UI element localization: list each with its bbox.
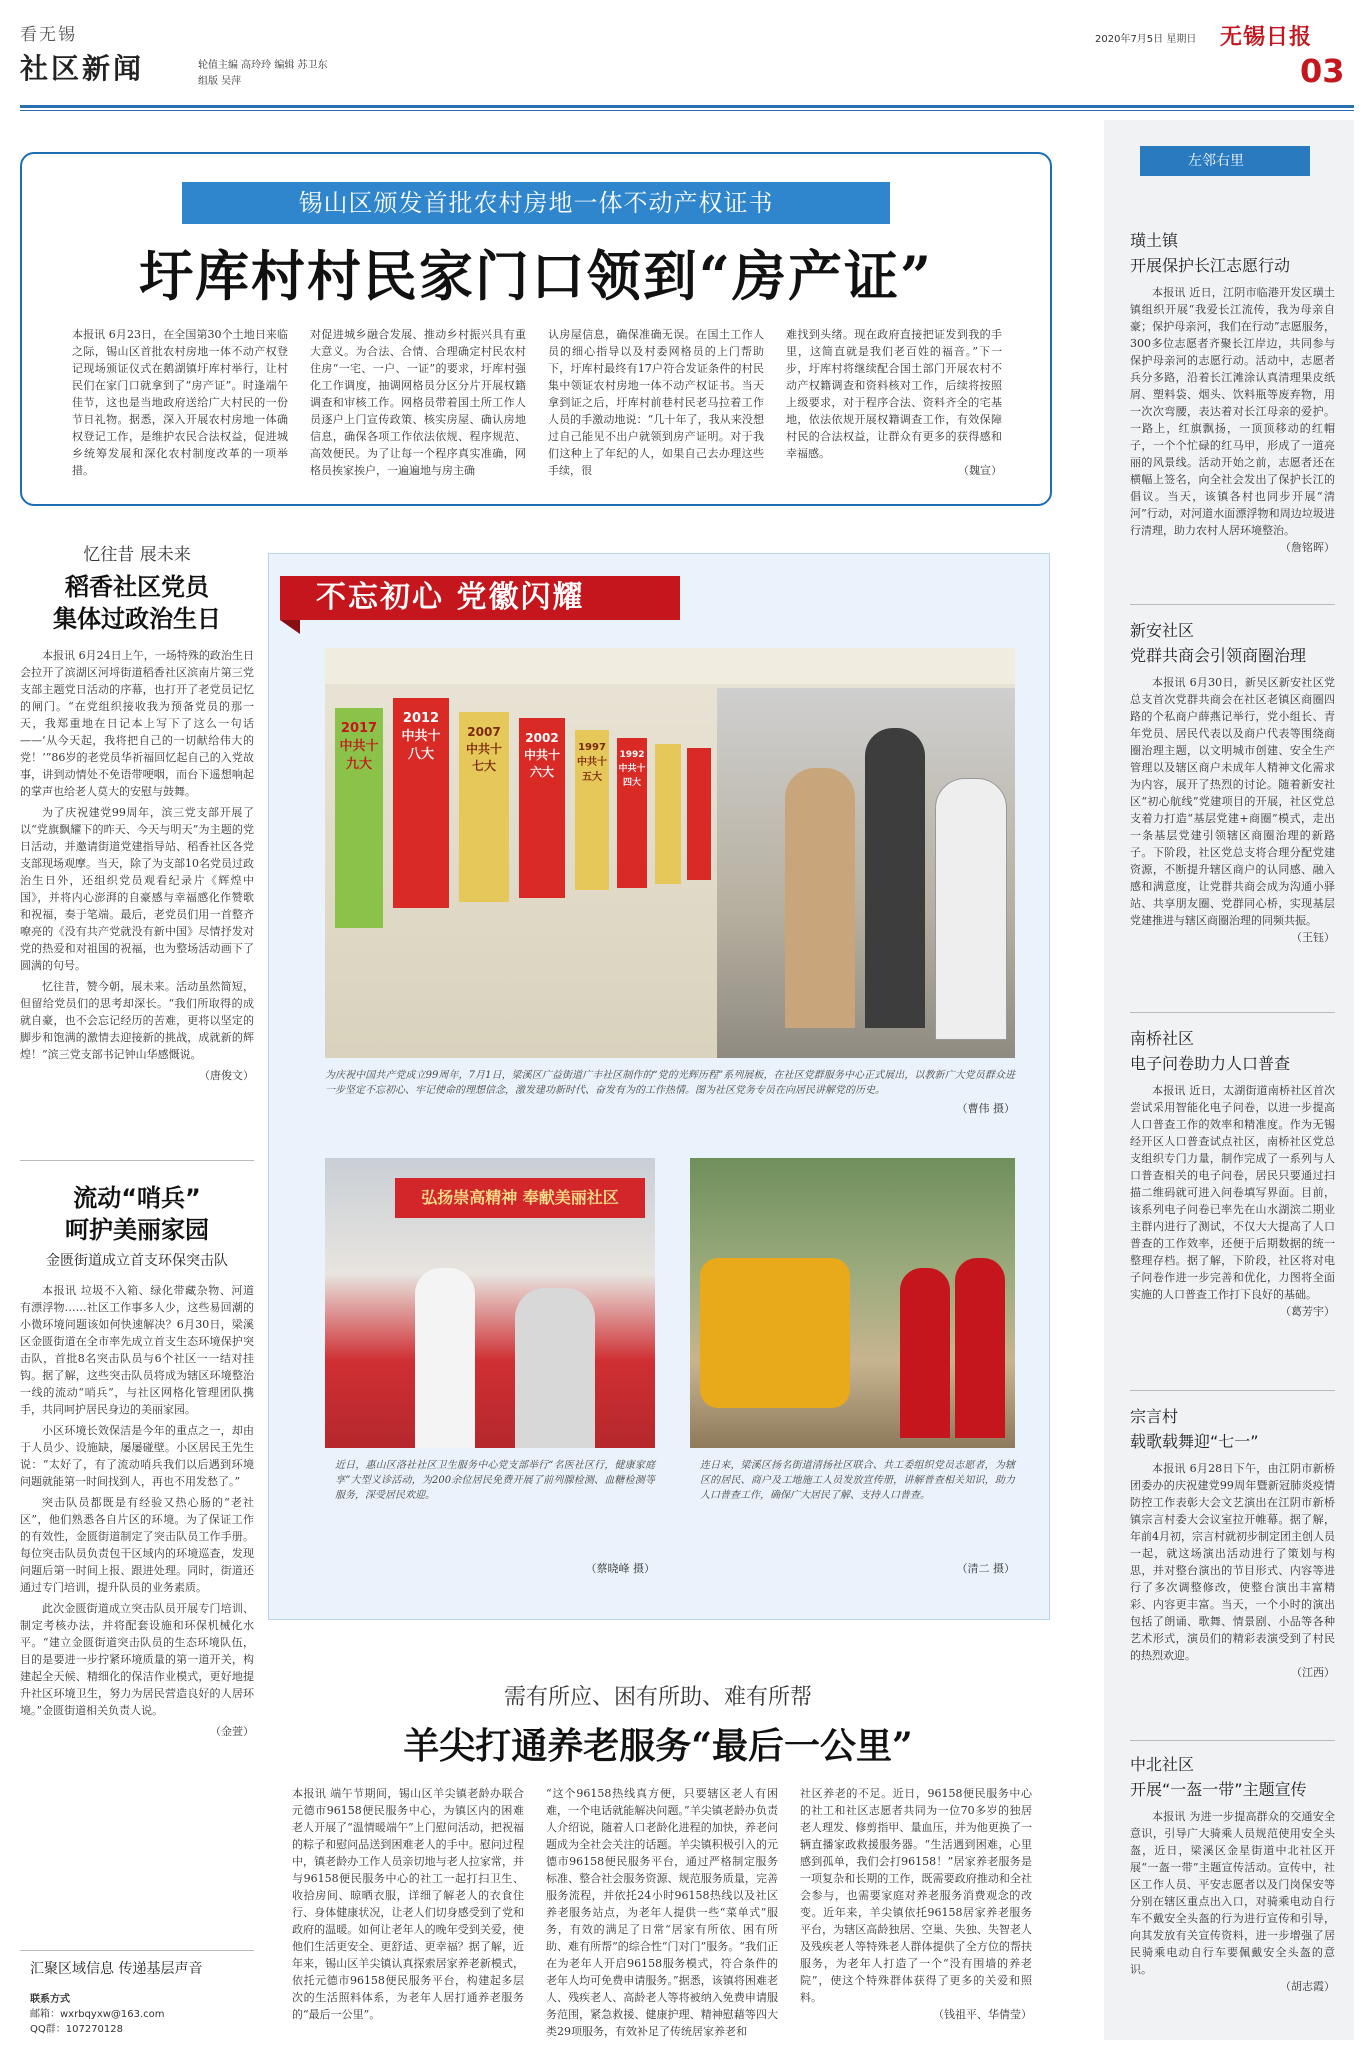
top-story-column: 本报讯 6月23日，在全国第30个土地日来临之际，锡山区首批农村房地一体不动产权登记现场颁证仪式在鹅湖镇圩库村举行，让村民们在家门口就拿到了“房产证”。时逢端午佳节，这也是当地政府送给广大村民的一份节日礼物。据悉，深入开展农村房地一体确权登记工作，是维护农民合法权益，促进城乡统筹发展和深化农村制度改革的一项举措。 [72, 328, 288, 477]
sidebar-tag: 左邻右里 [1140, 146, 1310, 176]
sidebar-item-place: 璜土镇 [1130, 231, 1179, 250]
display-panel [655, 744, 681, 884]
sidebar-item [1130, 1026, 1335, 1319]
sidebar-divider [1130, 604, 1335, 605]
bottom-story-kicker: 需有所应、困有所助、难有所帮 [503, 1685, 812, 1710]
contact-box [30, 1992, 165, 2037]
person-figure [865, 728, 925, 1028]
panel-label: 1992 中共十四大 [618, 750, 646, 788]
sidebar-item [1130, 618, 1335, 945]
top-story-column: 难找到头绪。现在政府直接把证发到我的手里，这简直就是我们老百姓的福音。”下一步，圩库村将继续配合国土部门开展农村不动产权籍调查和资料核对工作，后续将按照上级要求，对于程序合法、资料齐全的宅基地，依法依规开展权籍调查工作，有效保障村民的合法权益，让群众有更多的获得感和幸福感。 [786, 328, 1002, 460]
paragraph: 忆往昔，赞今朝，展未来。活动虽然简短，但留给党员们的思考却深长。“我们所取得的成就自豪，也不会忘记经历的苦难，更将以坚定的脚步和饱满的激情去迎接新的挑战，成就新的辉煌！”滨三党支部书记钟山华感慨说。 [20, 980, 254, 1061]
sidebar-item-place: 南桥社区 [1130, 1029, 1195, 1048]
photo-credit: （清二 摄） [956, 1562, 1015, 1575]
sidebar-item-headline: 开展“一盔一带”主题宣传 [1130, 1780, 1307, 1799]
header-rule-thin [20, 110, 1354, 111]
bottom-story-column: 社区养老的不足。近日，96158便民服务中心的社工和社区志愿者共同为一位70多岁的独居老人理发、修剪指甲、量血压，并为他更换了一辆直播家政救援服务器。“生活遇到困难，心里感到孤单，我们会打96158！”居家养老服务是一项复杂和长期的工作，既需要政府推动和全社会参与，也需要家庭对养老服务消费观念的改变。近年来，羊尖镇依托96158居家养老服务平台，为辖区高龄独居、空巢、失独、失智老人及残疾老人等特殊老人群体提供了全方位的帮扶服务，为老年人打造了一个“没有围墙的养老院”，使这个特殊群体获得了更多的关爱和照料。 [800, 1787, 1032, 2004]
person-figure [415, 1268, 475, 1448]
footer-divider [20, 1950, 254, 1951]
person-figure [785, 768, 855, 1028]
sidebar-item-credit: （王钰） [1291, 931, 1335, 944]
sidebar-item-body: 本报讯 近日，江阴市临港开发区璜土镇组织开展“我爱长江流传，我为母亲自豪；保护母亲河，我们在行动”志愿服务，300多位志愿者齐聚长江岸边，共同参与保护母亲河的志愿行动。活动中，志愿者兵分多路，沿着长江滩涂认真清理果皮纸屑、塑料袋、烟头、饮料瓶等废弃物，用一次次弯腰，表达着对长江母亲的爱护。一路上，红旗飘扬，一顶顶移动的红帽子，一个个忙碌的红马甲，形成了一道亮丽的风景线。活动开始之前，志愿者还在横幅上签名，向全社会发出了保护长江的倡议。当天，该镇各村也同步开展“清河”行动，对河道水面漂浮物和周边垃圾进行清理，助力农村人居环境整治。 [1130, 286, 1335, 537]
top-story-credit: （魏宣） [958, 464, 1002, 477]
photo-free-clinic [325, 1158, 655, 1448]
bottom-story-column: 本报讯 端午节期间，锡山区羊尖镇老龄办联合元德市96158便民服务中心，为镇区内的困难老人开展了“温情暖端午”上门慰问活动，把祝福的粽子和慰问品送到困难老人的手中。慰问过程中，镇老龄办工作人员亲切地与老人拉家常，并与96158便民服务中心的社工一起打扫卫生、收拾房间、晾晒衣服，详细了解老人的衣食住行、身体健康状况，让老人们切身感受到了党和政府的温暖。如何让老年人的晚年受到关爱，使他们生活更安全、更舒适、更幸福？据了解，近年来，锡山区羊尖镇认真探索居家养老新模式，依托元德市96158便民服务平台，构建起多层次的生活照料体系，为老年人居打通养老服务的“最后一公里”。 [292, 1787, 524, 2021]
feature-banner: 不忘初心 党徽闪耀 [280, 576, 680, 620]
section-title: 社区新闻 [20, 52, 145, 85]
top-story-columns [72, 326, 1002, 486]
sidebar-item [1130, 228, 1335, 555]
sidebar-item-place: 新安社区 [1130, 621, 1195, 640]
left-story-subtitle: 金匮街道成立首支环保突击队 [46, 1253, 228, 1269]
display-panel [687, 748, 711, 880]
wall-strip [325, 648, 1015, 684]
top-story-column-last [786, 326, 1002, 486]
photo-census-outreach [690, 1158, 1015, 1448]
sidebar-item-headline: 开展保护长江志愿行动 [1130, 256, 1291, 275]
sidebar-item-credit: （江西） [1291, 1666, 1335, 1679]
sidebar-divider [1130, 1390, 1335, 1391]
photo-banner: 弘扬崇高精神 奉献美丽社区 [395, 1178, 645, 1218]
panel-label: 2012 中共十八大 [401, 711, 441, 762]
left-story-title-line: 集体过政治生日 [53, 605, 221, 633]
contact-email: 邮箱：wxrbqyxw@163.com [30, 2009, 165, 2020]
page-number: 03 [1300, 52, 1345, 90]
section-header [20, 20, 144, 87]
paragraph: 此次金匮街道成立突击队员开展专门培训、制定考核办法，并将配套设施和环保机械化水平。“建立金匮街道突击队员的生态环境队伍，目的是要进一步拧紧环境质量的第一道开关，构建起全天候、精细化的保洁作业模式，更好地提升社区环境卫生，努力为居民营造良好的人居环境。”金匮街道相关负责人说。 [20, 1602, 254, 1717]
banner-fold [280, 620, 300, 634]
photo-credit: （蔡晓峰 摄） [585, 1562, 655, 1575]
top-story-kicker: 锡山区颁发首批农村房地一体不动产权证书 [182, 182, 890, 224]
header-rule [20, 105, 1354, 108]
paragraph: 本报讯 6月24日上午，一场特殊的政治生日会拉开了滨湖区河埒街道稻香社区滨南片第三党支部主题党日活动的序幕，也打开了老党员记忆的闸门。“在党组织接收我为预备党员的那一天，我郑重地在日记本上写下了这么一句话——‘从今天起，我将把自己的一切献给伟大的党！’”86岁的老党员华祈福回忆起自己的入党故事，讲到动情处不免语带哽咽，而台下遥想响起的掌声也给老人莫大的安慰与鼓舞。 [20, 649, 254, 798]
photo-caption: 连日来，梁溪区扬名街道清扬社区联合、共工委组织党员志愿者，为辖区的居民、商户及工地施工人员发放宣传册，讲解普查相关知识，助力人口普查工作，确保广大居民了解、支持人口普查。 [700, 1460, 1015, 1501]
bottom-story-column: “这个96158热线真方便，只要辖区老人有困难，一个电话就能解决问题。”羊尖镇老龄办负责人介绍说，随着人口老龄化进程的加快，养老问题成为全社会关注的话题。羊尖镇积极引入的元德市96158便民服务平台，通过严格制定服务标准、整合社会服务资源、规范服务质量，完善服务流程，并依托24小时96158热线以及社区养老服务站点，为老年人提供一些“菜单式”服务，有效的满足了日常“居家有所依、困有所助、难有所帮”的综合性“门对门”服务。“我们正在为老年人开启96158服务模式，符合条件的老年人均可免费申请服务。”据悉，该镇将困难老人、残疾老人、高龄老人等将被纳入免费申请服务范围，紧急救援、健康护理、精神慰藉等四大类29项服务，有效补足了传统居家养老和 [546, 1787, 778, 2038]
person-figure [935, 778, 1007, 1040]
issue-date: 2020年7月5日 星期日 [1095, 34, 1197, 45]
left-story-credit: （唐俊文） [199, 1069, 254, 1082]
top-story-column: 认房屋信息，确保准确无误。在国土工作人员的细心指导以及村委网格员的上门帮助下，圩库村最终有17户符合发证条件的村民集中领证农村房地一体不动产权证书。当天拿到证之后，圩库村前巷村民老马拉着工作人员的手激动地说：“几十年了，我从来没想过自己能见不出户就领到房产证明。对于我们这种上了年纪的人，如果自己去办理这些手续，很 [548, 328, 764, 477]
sidebar-item-credit: （葛芳宇） [1280, 1305, 1335, 1318]
sidebar-item-body: 本报讯 为进一步提高群众的交通安全意识，引导广大骑乘人员规范使用安全头盔，近日，梁溪区金星街道中北社区开展“一盔一带”主题宣传活动。宣传中，社区工作人员、平安志愿者以及门岗保安等分别在辖区重点出入口，对骑乘电动自行车不戴安全头盔的行为进行宣传和引导，向其发放有关宣传资料，进一步增强了居民骑乘电动自行车要佩戴安全头盔的意识。 [1130, 1810, 1335, 1976]
bottom-story-columns [292, 1785, 1032, 2040]
newspaper-logo: 无锡日报 [1220, 24, 1313, 50]
sidebar-item-place: 中北社区 [1130, 1755, 1195, 1774]
left-story-title-line: 稻香社区党员 [65, 573, 209, 601]
bottom-story-credit: （钱祖平、华倩莹） [933, 2008, 1032, 2021]
person-figure [955, 1258, 1005, 1438]
left-story-1 [20, 540, 254, 1083]
left-story-body [20, 1282, 254, 1719]
top-story-column: 对促进城乡融合发展、推动乡村振兴具有重大意义。为合法、合情、合理确定村民农村住房“一宅、一户、一证”的要求，圩库村强化工作调度，抽调网格员分区分片开展权籍调查和审核工作。网格员带着国土所工作人员逐户上门宣传政策、核实房屋、确认房地信息，确保各项工作依法依规、程序规范、高效便民。为了让每一个程序真实准确，网格员挨家挨户，一遍遍地与房主确 [310, 328, 526, 477]
photo-caption: 近日，惠山区洛社社区卫生服务中心党支部举行“名医社区行，健康家庭享”大型义诊活动，为200余位居民免费开展了前列腺检测、血糖检测等服务，深受居民欢迎。 [335, 1460, 655, 1501]
paragraph: 为了庆祝建党99周年，滨三党支部开展了以“党旗飘耀下的昨天、今天与明天”为主题的党日活动，并邀请街道党建指导站、稻香社区各党支部现场观摩。当天，除了为支部10名党员过政治生日外，还组织党员观看纪录片《辉煌中国》，并将内心澎湃的自豪感与幸福感化作赞歌和祝福，奏于笔端。最后，老党员们用一首整齐嘹亮的《没有共产党就没有新中国》尽情抒发对党的热爱和对祖国的祝福，也为整场活动画下了圆满的句号。 [20, 806, 254, 972]
contact-qq: QQ群：107270128 [30, 2024, 124, 2035]
section-small-title: 看无锡 [20, 25, 77, 45]
paragraph: 本报讯 垃圾不入箱、绿化带藏杂物、河道有漂浮物……社区工作事多人少，这些易回潮的小微环境问题该如何快速解决？6月30日，梁溪区金匮街道在全市率先成立首支生态环境保护突击队，首批8名突击队员与6个社区一一结对挂钩。据了解，这些突击队员将成为辖区环境整治一线的流动“哨兵”，与社区网格化管理团队携手，共同呵护居民身边的美丽家园。 [20, 1284, 254, 1416]
left-divider [20, 1160, 254, 1161]
photo-party-history [325, 648, 1015, 1058]
sidebar-item-place: 宗言村 [1130, 1407, 1179, 1426]
paragraph: 小区环境长效保洁是今年的重点之一，却由于人员少、设施缺，屡屡碰壁。小区居民王先生说：“太好了，有了流动哨兵我们以后遇到环境问题就能第一时间找到人，再也不用发愁了。” [20, 1424, 254, 1488]
sidebar-item-body: 本报讯 近日，太湖街道南桥社区首次尝试采用智能化电子问卷，以进一步提高人口普查工作的效率和精准度。作为无锡经开区人口普查试点社区，南桥社区党总支组织专门力量，制作完成了一系列与人口普查相关的电子问卷，居民只要通过扫描二维码就可进入问卷填写界面。目前，该系列电子问卷已率先在山水湖滨二期业主群内进行了测试，不仅大大提高了人口普查的工作效率，还便于后期数据的统一整理存档。据了解，下阶段，社区将对电子问卷作进一步完善和优化，力图将全面实施的人口普查工作打下良好的基础。 [1130, 1084, 1335, 1301]
top-story-title: 圩库村村民家门口领到“房产证” [138, 244, 934, 308]
top-story-box [20, 152, 1052, 506]
left-story-title-line: 呵护美丽家园 [65, 1216, 209, 1244]
left-story-body [20, 647, 254, 1063]
editors-box [198, 58, 328, 90]
sidebar-divider [1130, 1740, 1335, 1741]
footer-title: 汇聚区域信息 传递基层声音 [30, 1961, 203, 1977]
photo-credit: （曹伟 摄） [956, 1102, 1015, 1115]
editors-line: 组版 吴萍 [198, 76, 242, 87]
sidebar-item [1130, 1404, 1335, 1680]
sidebar-item-credit: （胡志霞） [1280, 1980, 1335, 1993]
sidebar-item-headline: 党群共商会引领商圈治理 [1130, 646, 1307, 665]
sidebar-item-headline: 载歌载舞迎“七一” [1130, 1432, 1259, 1451]
contact-label: 联系方式 [30, 1994, 70, 2005]
sidebar-item [1130, 1752, 1335, 1994]
left-story-credit: （金萱） [210, 1725, 254, 1738]
editors-line: 轮值主编 高玲玲 编辑 苏卫东 [198, 60, 328, 71]
excavator [700, 1258, 850, 1408]
person-figure [900, 1268, 950, 1438]
panel-label: 2007 中共十七大 [465, 725, 502, 773]
sidebar-item-body: 本报讯 6月30日，新吴区新安社区党总支首次党群共商会在社区老镇区商圈四路的个私商户薛燕记举行，党小组长、青年党员、居民代表以及商户代表等围绕商圈治理主题，以文明城市创建、安全生产管理以及辖区商户未成年人精神文化需求为内容，展开了热烈的讨论。随着新安社区“初心航线”党建项目的开展，社区党总支着力打造“基层党建+商圈”模式，走出一条基层党建引领辖区商圈治理的新路子。下阶段，社区党总支将合理分配党建资源，不断提升辖区商户的认同感、融入感和满意度，让党群共商会成为沟通小驿站、共享朋友圈、党群同心桥，实现基层党建推进与辖区商圈治理的同频共振。 [1130, 676, 1335, 927]
person-figure [515, 1288, 595, 1448]
panel-label: 1997 中共十五大 [577, 742, 607, 783]
paragraph: 突击队员都既是有经验又热心肠的“老社区”，他们熟悉各自片区的环境。为了保证工作的有效性，金匮街道制定了突击队员工作手册。每位突击队员负责包干区域内的环境巡查，发现问题后第一时间上报、跟进处理。同时，街道还通过专门培训，提升队员的业务素质。 [20, 1496, 254, 1594]
sidebar-item-credit: （詹铭晖） [1280, 541, 1335, 554]
sidebar-divider [1130, 1012, 1335, 1013]
panel-label: 2002 中共十六大 [523, 731, 560, 779]
sidebar-item-headline: 电子问卷助力人口普查 [1130, 1054, 1291, 1073]
left-story-2 [20, 1182, 254, 1739]
left-story-title-line: 流动“哨兵” [73, 1184, 201, 1212]
sidebar-item-body: 本报讯 6月28日下午，由江阴市新桥团委办的庆祝建党99周年暨新冠肺炎疫情防控工作表彰大会文艺演出在江阴市新桥镇宗言村委大会议室拉开帷幕。据了解，年前4月初，宗言村就初步制定团主创人员一起，就这场演出活动进行了策划与构思，并对整台演出的节目形式、内容等进行了多次调整修改，使整台演出丰富精彩、内容更丰富。当天，一个小时的演出包括了朗诵、歌舞、情景剧、小品等各种艺术形式，演员们的精彩表演受到了村民的热烈欢迎。 [1130, 1462, 1335, 1662]
bottom-story-title: 羊尖打通养老服务“最后一公里” [403, 1725, 913, 1767]
bottom-story-column-last [800, 1785, 1032, 2040]
panel-label: 2017 中共十九大 [339, 721, 379, 772]
photo-caption: 为庆祝中国共产党成立99周年，7月1日，梁溪区广益街道广丰社区制作的“党的光辉历程”系列展板，在社区党群服务中心正式展出，以教新广大党员群众进一步坚定不忘初心、牢记使命的理想信念，激发建功新时代、奋发有为的工作热情。图为社区党务专员在向居民讲解党的历史。 [325, 1070, 1015, 1096]
left-story-kicker: 忆往昔 展未来 [83, 545, 191, 565]
